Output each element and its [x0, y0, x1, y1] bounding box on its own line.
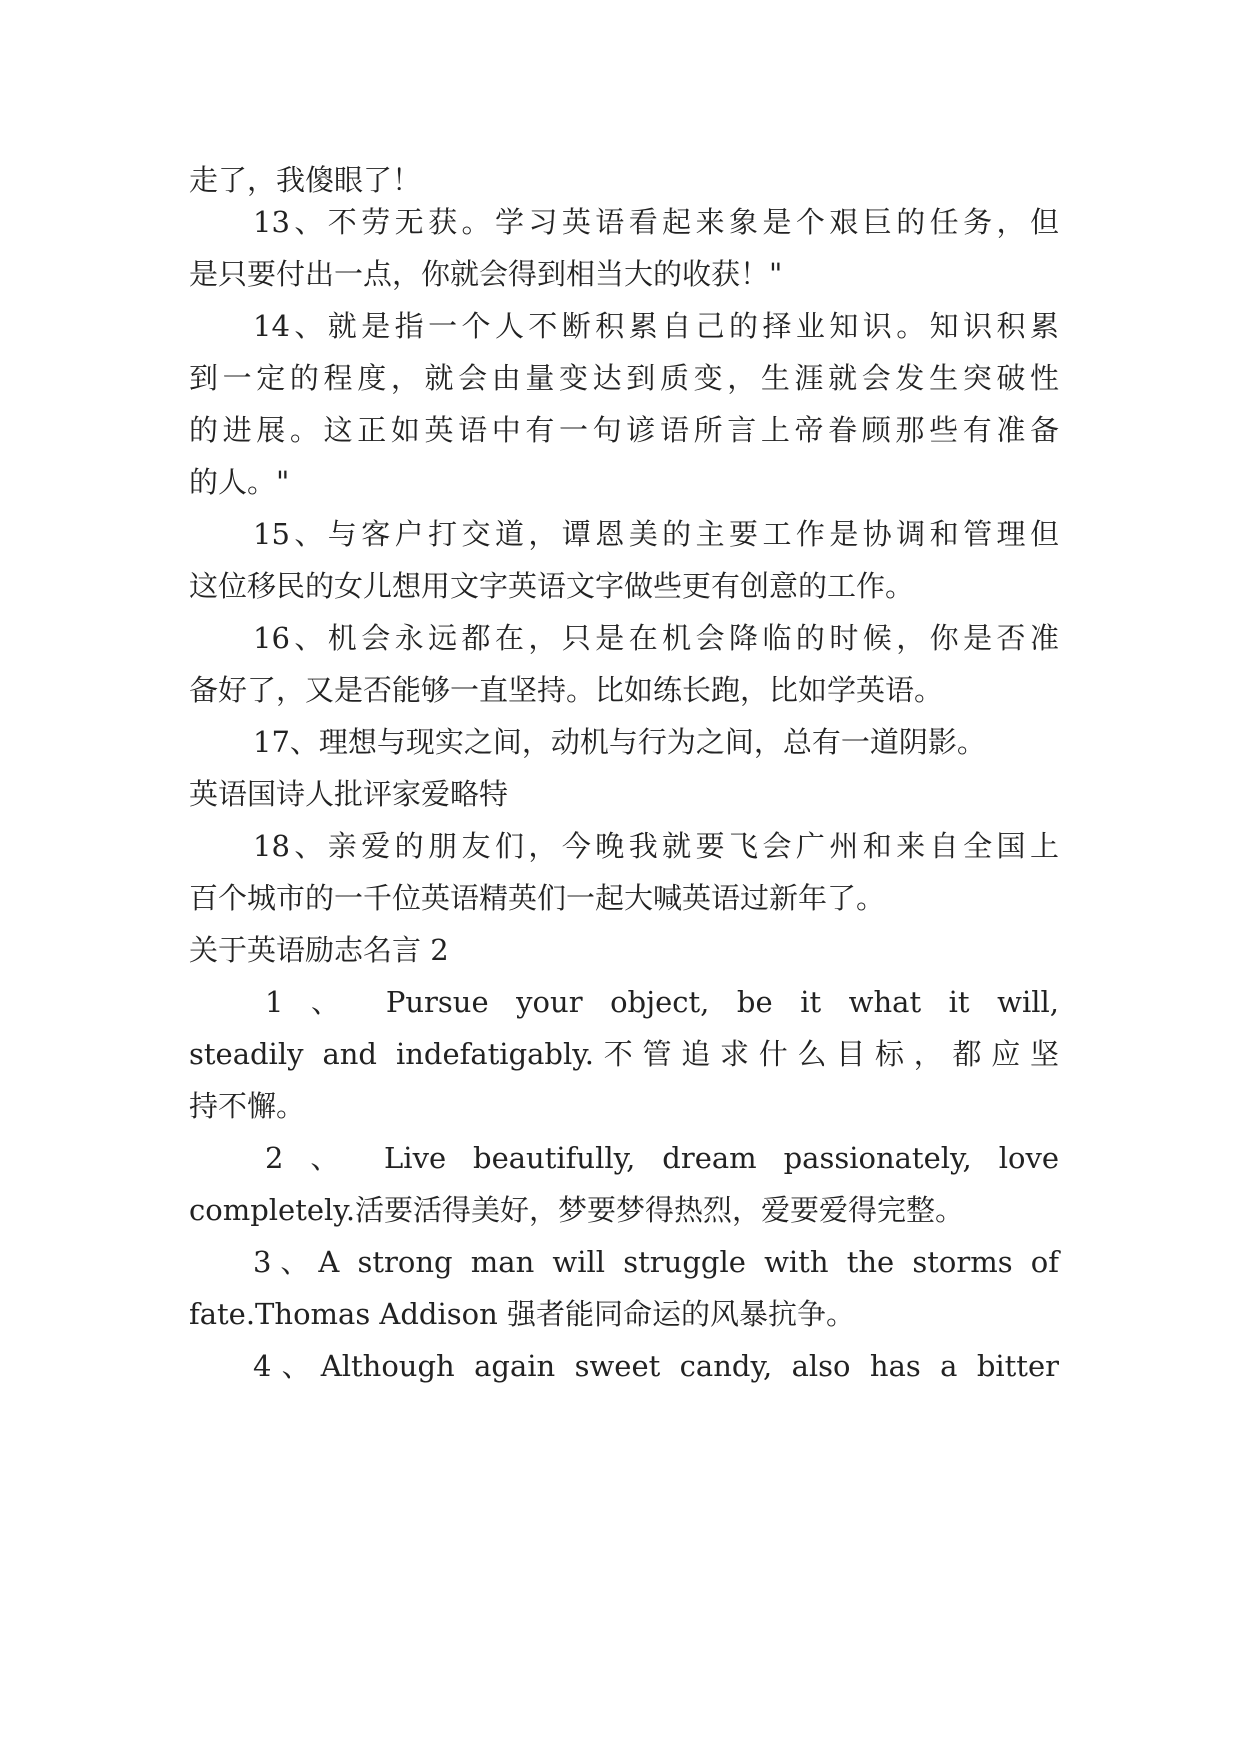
paragraph-14-line-4: 的人。": [189, 465, 290, 499]
paragraph-18-line-2: 百个城市的一千位英语精英们一起大喊英语过新年了。: [189, 881, 886, 915]
quote-4-line-1: 4、Although again sweet candy, also has a bitter: [253, 1349, 1059, 1383]
paragraph-17-line-1: 17、理想与现实之间，动机与行为之间，总有一道阴影。: [253, 725, 986, 759]
paragraph-16-line-1: 16、机会永远都在，只是在机会降临的时候，你是否准: [253, 621, 1059, 655]
paragraph-15-line-1: 15、与客户打交道，谭恩美的主要工作是协调和管理但: [253, 517, 1059, 551]
quote-1-line-1: 1 、 Pursue your object, be it what it will,: [265, 985, 1059, 1019]
quote-3-line-1: 3、A strong man will struggle with the storms of: [253, 1245, 1059, 1279]
paragraph-16-line-2: 备好了，又是否能够一直坚持。比如练长跑，比如学英语。: [189, 673, 944, 707]
quote-1-line-2: steadily and indefatigably.不管追求什么目标，都应坚: [189, 1037, 1059, 1071]
quote-2-line-2: completely.活要活得美好，梦要梦得热烈，爱要爱得完整。: [189, 1193, 965, 1227]
paragraph-14-line-3: 的进展。这正如英语中有一句谚语所言上帝眷顾那些有准备: [189, 413, 1059, 447]
quote-1-line-3: 持不懈。: [189, 1089, 306, 1123]
quote-2-line-1: 2 、 Live beautifully, dream passionately, love: [265, 1141, 1059, 1175]
paragraph-13-line-2: 是只要付出一点，你就会得到相当大的收获！": [189, 257, 783, 291]
section-heading: 关于英语励志名言 2: [189, 933, 449, 967]
paragraph-14-line-2: 到一定的程度，就会由量变达到质变，生涯就会发生突破性: [189, 361, 1059, 395]
paragraph-14-line-1: 14、就是指一个人不断积累自己的择业知识。知识积累: [253, 309, 1059, 343]
text-line: 走了，我傻眼了！: [189, 163, 422, 197]
paragraph-15-line-2: 这位移民的女儿想用文字英语文字做些更有创意的工作。: [189, 569, 915, 603]
quote-3-line-2: fate.Thomas Addison 强者能同命运的风暴抗争。: [189, 1297, 856, 1331]
paragraph-18-line-1: 18、亲爱的朋友们，今晚我就要飞会广州和来自全国上: [253, 829, 1059, 863]
paragraph-17-line-2: 英语国诗人批评家爱略特: [189, 777, 509, 811]
paragraph-13-line-1: 13、不劳无获。学习英语看起来象是个艰巨的任务，但: [253, 205, 1059, 239]
